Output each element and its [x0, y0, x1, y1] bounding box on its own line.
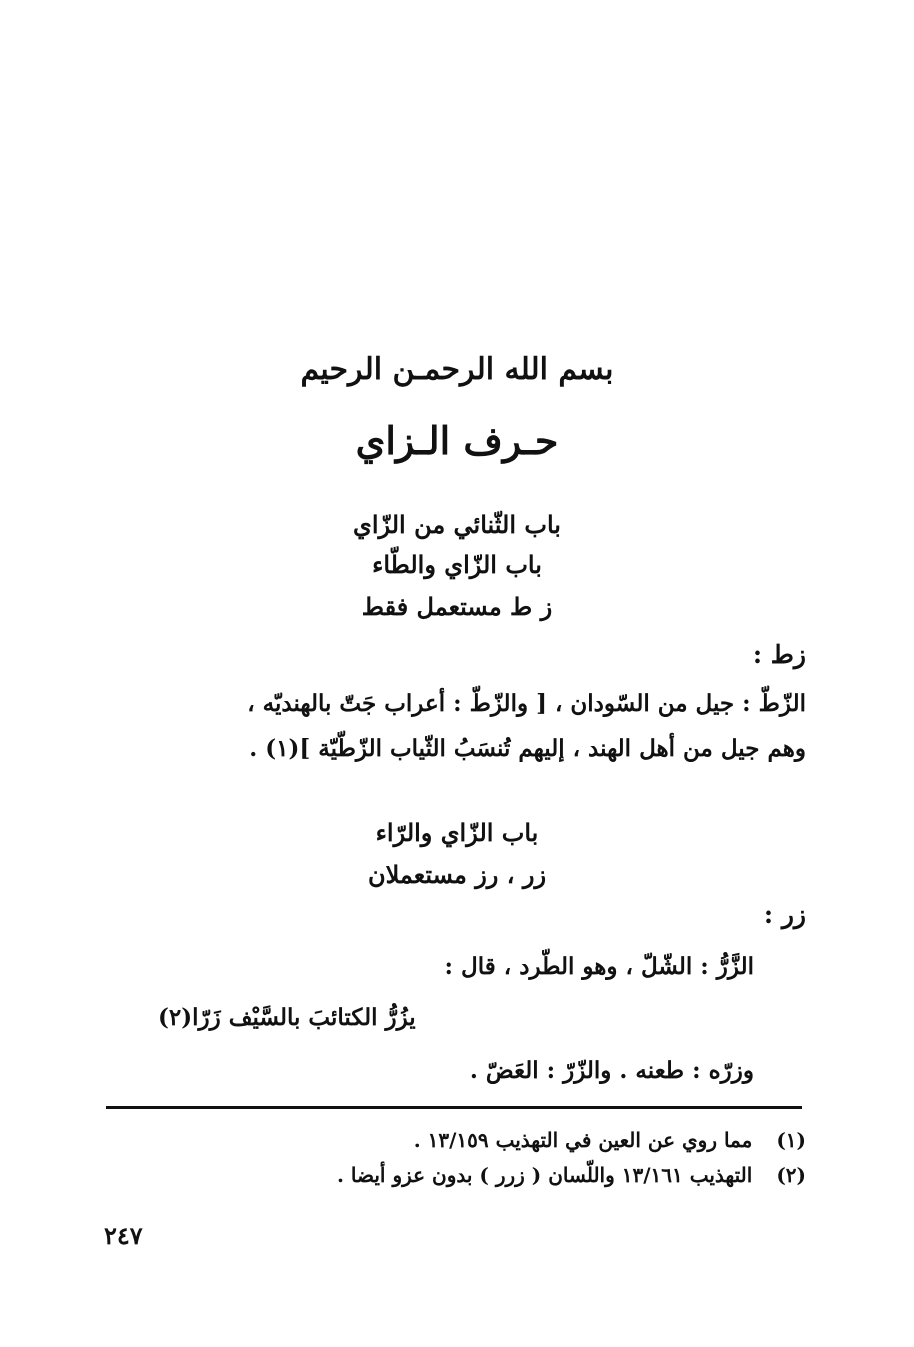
basmala: بسم الله الرحمـن الرحيم [300, 352, 614, 387]
entry-zt-line-2: وهم جيل من أهل الهند ، إليهم تُنسَبُ الثّياب الزّطّيّة ](١) . [249, 735, 806, 762]
entry-label-zt: زط : [752, 640, 806, 669]
entry-label-zr: زر : [763, 900, 806, 929]
section-heading-3: ز ط مستعمل فقط [361, 592, 553, 621]
footnote-2-number: (٢) [776, 1163, 806, 1187]
entry-zr-line-1: الزَّرُّ : الشّلّ ، وهو الطّرد ، قال : [444, 953, 754, 980]
footnote-1 [414, 1128, 806, 1152]
entry-zr-line-3: وزرّه : طعنه . والزّرّ : العَضّ . [469, 1057, 754, 1084]
footnote-1-number: (١) [776, 1128, 806, 1152]
footnote-1-text: مما روي عن العين في التهذيب ١٣/١٥٩ . [413, 1128, 753, 1152]
section-heading-2: باب الزّاي والطّاء [372, 550, 542, 579]
chapter-title: حـرف الـزاي [355, 418, 559, 463]
footnote-2 [337, 1163, 806, 1187]
section-heading-4: باب الزّاي والرّاء [375, 818, 539, 847]
entry-zr-verse: يزُرُّ الكتائبَ بالسَّيْف زَرّا(٢) [158, 1004, 416, 1031]
section-heading-1: باب الثّنائي من الزّاي [353, 510, 561, 539]
footnote-divider [106, 1106, 802, 1109]
section-heading-5: زر ، رز مستعملان [367, 860, 547, 889]
page-number: ٢٤٧ [104, 1221, 143, 1250]
entry-zt-line-1: الزّطّ : جيل من السّودان ، [ والزّطّ : أعراب جَتّ بالهنديّه ، [247, 690, 806, 717]
footnote-2-text: التهذيب ١٣/١٦١ واللّسان ( زرر ) بدون عزو أيضا . [337, 1163, 753, 1187]
